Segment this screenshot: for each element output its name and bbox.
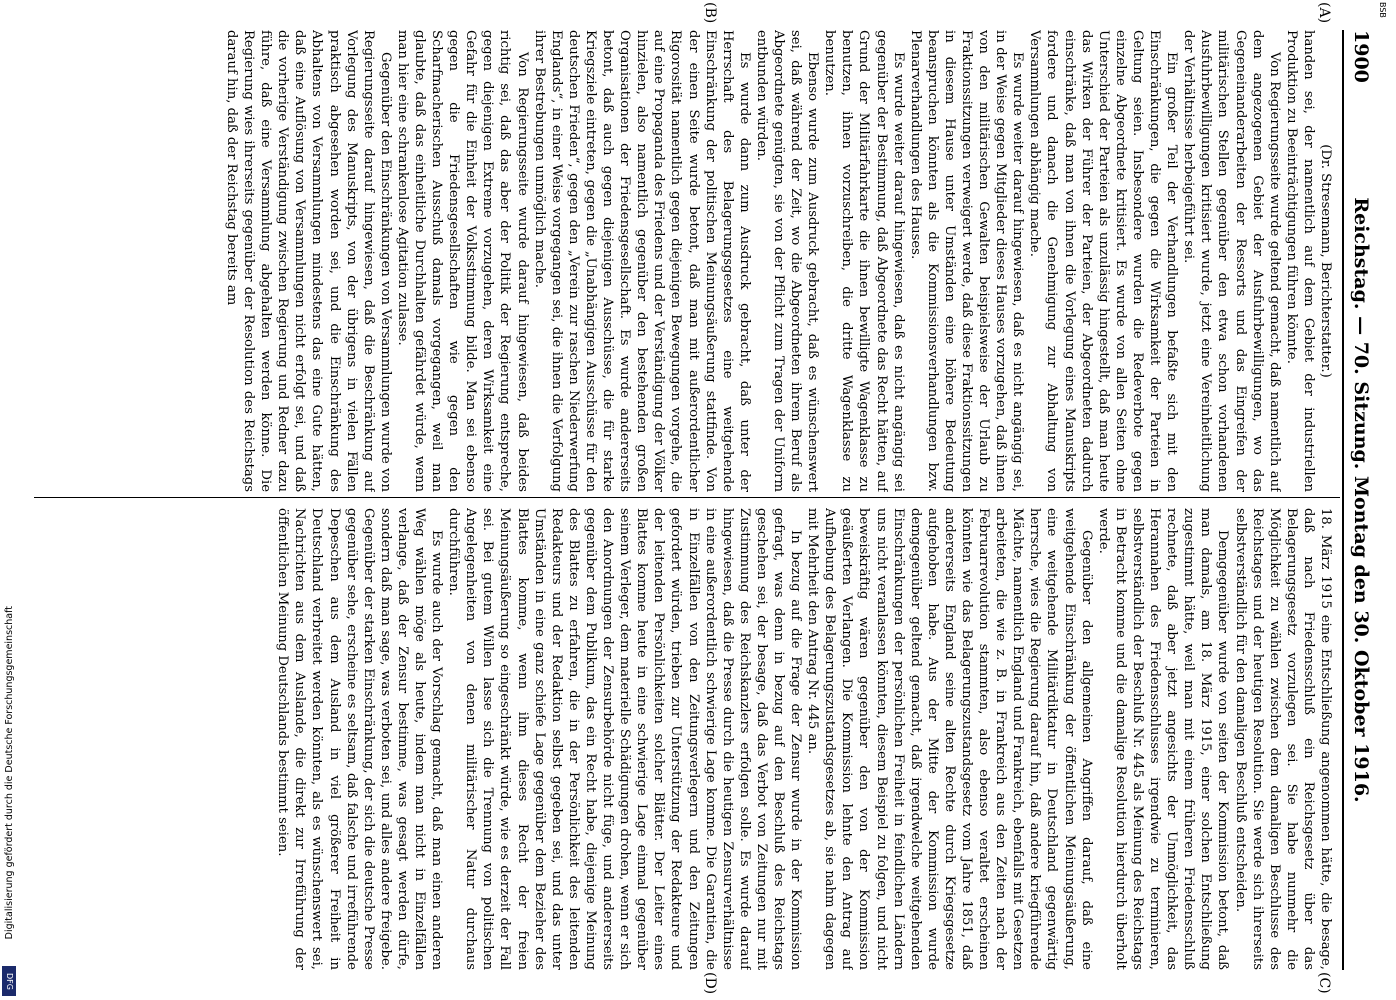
- margin-mark-d: (D): [702, 972, 718, 995]
- paragraph: In bezug auf die Frage der Zensur wurde in der Kommission gefragt, was denn in bezug auf den Beschluß des Reichstags geschehen sei, der besage, daß das Verbot von Zeitungen nur mit Zustimmung des Reichskanzlers erfolgen solle. Es wurde darauf hingewiesen, daß die Presse durch die heutigen Zensurverhältnisse in eine außerordentlich schwierige Lage komme. Die Garantien, die in Einzelfällen von den Zeitungsverlegern und den Zeitungen gefordert würden, trieben zur Unterstützung der Redakteure und der leitenden Persönlichkeiten solcher Blätter. Der Leiter eines Blattes komme heute in eine schwierige Lage einmal gegenüber seinem Verleger, dem materielle Schädigungen drohen, wenn er sich den Anordnungen der Zensurbehörde nicht füge, und andererseits gegenüber dem Publikum, das ein Recht habe, diejenige Meinung des Blattes zu erfahren, die in der Persönlichkeit des leitenden Redakteurs und der Redaktion selbst gegeben sei, und das unter Umständen in eine ganz schiefe Lage gegenüber dem Bezieher des Blattes komme, wenn ihm dieses Recht der freien Meinungsäußerung so eingeschränkt würde, wie es derzeit der Fall sei. Bei gutem Willen lasse sich die Trennung von politischen Angelegenheiten von denen militärischer Natur durchaus durchführen.: [446, 508, 804, 970]
- column-separator: [34, 497, 1340, 498]
- paragraph: Es wurde auch der Vorschlag gemacht, daß man einen anderen Weg wählen möge als heute, indem man nicht in Einzelfällen verlange, daß der Zensur bestimme, was gesagt werden dürfe, sondern daß man sage, was verboten sei, und alles andere freigebe. Gegenüber der starken Einschränkung, der sich die deutsche Presse gegenüber sehe, erscheine es seltsam, daß falsche und irreführende Depeschen aus dem Ausland in viel größerer Freiheit in Deutschland verbreitet werden könnten, als es wünschenswert sei, Nachrichten aus dem Auslande, die direkt zur Irreführung der öffentlichen Meinung Deutschlands bestimmt seien.: [275, 508, 445, 970]
- margin-mark-a: (A): [1316, 2, 1332, 24]
- page-title: Reichstag. — 70. Sitzung. Montag den 30. Oktober 1916.: [1350, 197, 1372, 803]
- left-column: [34, 30, 1334, 492]
- paragraph: 18. März 1915 eine Entschließung angenommen hätte, die besage, daß nach Friedensschluß ein Reichsgesetz über das Belagerungsgesetz vorzulegen sei. Sie habe nunmehr die Möglichkeit zu wählen zwischen dem damaligen Beschlusse des Reichstages und der heutigen Resolution. Sie werde sich ihrerseits selbstverständlich für den damaligen Beschluß entscheiden.: [1232, 508, 1333, 970]
- right-column: [34, 508, 1334, 970]
- paragraph: Ebenso wurde zum Ausdruck gebracht, daß es wünschenswert sei, daß während der Zeit, wo die Abgeordneten ihrem Beruf als Abgeordnete genügten, sie von der Pflicht zum Tragen der Uniform entbunden würden.: [753, 30, 821, 492]
- page-number: 1900: [1350, 30, 1372, 83]
- paragraph: handen sei, der namentlich auf dem Gebiet der industriellen Produktion zu Beeinträchtigungen führen könnte.: [1283, 30, 1316, 492]
- page-header: [1342, 30, 1374, 970]
- paragraph: Es wurde weiter darauf hingewiesen, daß es nicht angängig sei, in der Weise gegen Mitglieder dieses Hauses vorzugehen, daß ihnen von den militärischen Gewalten beispielsweise der Urlaub zu Fraktionssitzungen verweigert werde, daß diese Fraktionssitzungen in diesem Hause unter Umständen eine höhere Bedeutung beanspruchen könnten als die Kommissionsverhandlungen bzw. Plenarverhandlungen des Hauses.: [907, 30, 1026, 492]
- paragraph: Gegenüber den Einschränkungen von Versammlungen wurde von Regierungsseite darauf hingewiesen, daß die Beschränkung auf Vorlegung des Manuskripts, von der übrigens in vielen Fällen praktisch abgesehen worden sei, und die Einschränkung des Abhaltens von Versammlungen mindestens das eine Gute hätten, daß eine Auflösung von Versammlungen nicht erfolgt sei, und daß die vorherige Verständigung zwischen Regierung und Redner dazu führe, daß eine Versammlung abgehalten werden könne. Die Regierung wies ihrerseits gegenüber der Resolution des Reichstags darauf hin, daß der Reichstag bereits am: [224, 30, 393, 492]
- paragraph: Von Regierungsseite wurde darauf hingewiesen, daß beides richtig sei, daß das aber der Politik der Regierung entspreche, gegen diejenigen Extreme vorzugehen, deren Wirksamkeit eine Gefahr für die Einheit der Volksstimmung bilde. Man sei ebenso gegen die Friedensgesellschaften wie gegen den Scharfmacherischen Ausschuß damals vorgegangen, weil man glaubte, daß das einheitliche Durchhalten gefährdet würde, wenn man hier eine schrankenlose Agitation zulasse.: [394, 30, 530, 492]
- margin-mark-b: (B): [702, 2, 718, 24]
- paragraph: Demgegenüber wurde von seiten der Kommission betont, daß man damals, am 18. März 1915, einer solchen Entschließung zugestimmt hätte, weil man mit einem früheren Friedensschluß rechnete, daß aber jetzt angesichts der Unmöglichkeit, das Herannahen des Friedensschlusses irgendwie zu terminieren, selbstverständlich der Beschluß Nr. 445 als Meinung des Reichstags in Betracht komme und die damalige Resolution hierdurch überholt werde.: [1095, 508, 1231, 970]
- paragraph: Es wurde weiter darauf hingewiesen, daß es nicht angängig sei gegenüber der Bestimmung, daß Abgeordnete das Recht hätten, auf Grund der Militärfahrkarte die ihnen bewilligte Wagenklasse zu benutzen, ihnen vorzuschreiben, die dritte Wagenklasse zu benutzen.: [822, 30, 906, 492]
- digitization-credit: Digitalisierung gefördert durch die Deutsche Forschungsgemeinschaft: [4, 606, 15, 940]
- speaker-line: (Dr. Stresemann, Berichterstatter.): [1318, 144, 1333, 378]
- paragraph: Ein großer Teil der Verhandlungen befaßte sich mit den Einschränkungen, die gegen die Wirksamkeit der Parteien in Geltung seien. Insbesondere wurden die Redeverbote gegen einzelne Abgeordnete kritisiert. Es wurde von allen Seiten ohne Unterschied der Parteien als unzulässig hingestellt, daß man heute das Wirken der Führer der Parteien, der Abgeordneten dadurch einschränke, daß man von ihnen die Vorlegung eines Manuskripts fordere und danach die Genehmigung zur Abhaltung von Versammlungen abhängig mache.: [1027, 30, 1180, 492]
- library-code: BSB: [1378, 2, 1387, 18]
- dfg-logo: DFG: [2, 966, 16, 996]
- paragraph: Gegenüber den allgemeinen Angriffen darauf, daß eine weitgehende Einschränkung der öffentlichen Meinungsäußerung, eine weitgehende Militärdiktatur in Deutschland gegenwärtig herrsche, wies die Regierung darauf hin, daß andere kriegführende Mächte, namentlich England und Frankreich, ebenfalls mit Gesetzen arbeiteten, die wie z. B. in Frankreich aus den Zeiten nach der Februarrevolution stammten, also ebenso veraltet erscheinen könnten wie das Belagerungszustandsgesetz vom Jahre 1851, daß andererseits England seine alten Rechte durch Kriegsgesetze aufgehoben habe. Aus der Mitte der Kommission wurde demgegenüber geltend gemacht, daß irgendwelche weitgehenden Einschränkungen der persönlichen Freiheit in feindlichen Ländern uns nicht veranlassen könnten, diesem Beispiel zu folgen, und nicht beweiskräftig wären gegenüber den von der Kommission geäußerten Verlangen. Die Kommission lehnte den Antrag auf Aufhebung des Belagerungszustandsgesetzes ab, sie nahm dagegen mit Mehrheit den Antrag Nr. 445 an.: [805, 508, 1094, 970]
- paragraph: Es wurde dann zum Ausdruck gebracht, daß unter der Herrschaft des Belagerungsgesetzes eine weitgehende Einschränkung der politischen Meinungsäußerung stattfinde. Von der einen Seite wurde betont, daß man mit außerordentlicher Rigorosität namentlich gegen diejenigen Bewegungen vorgehe, die auf eine Propaganda des Friedens und der Verständigung der Völker hinzielen, also namentlich gegenüber den bestehenden großen Organisationen der Friedensgesellschaft. Es wurde andererseits betont, daß auch gegen diejenigen Ausschüsse, die für starke Kriegsziele eintreten, gegen die „Unabhängigen Ausschüsse für den deutschen Frieden“, gegen den „Verein zur raschen Niederwerfung Englands“, in einer Weise vorgegangen sei, die ihnen die Verfolgung ihrer Bestrebungen unmöglich mache.: [531, 30, 752, 492]
- document-page: [18, 0, 1378, 1000]
- margin-mark-c: (C): [1316, 972, 1332, 994]
- paragraph: Von Regierungsseite wurde geltend gemacht, daß namentlich auf dem angezogenen Gebiet der Ausfuhrbewilligungen, wo das Gegeneinanderarbeiten der Ressorts und das Eingreifen der militärischen Stellen gegenüber den etwa schon vorhandenen Ausfuhrbewilligungen kritisiert wurde, jetzt eine Vereinheitlichung der Verhältnisse herbeigeführt sei.: [1181, 30, 1282, 492]
